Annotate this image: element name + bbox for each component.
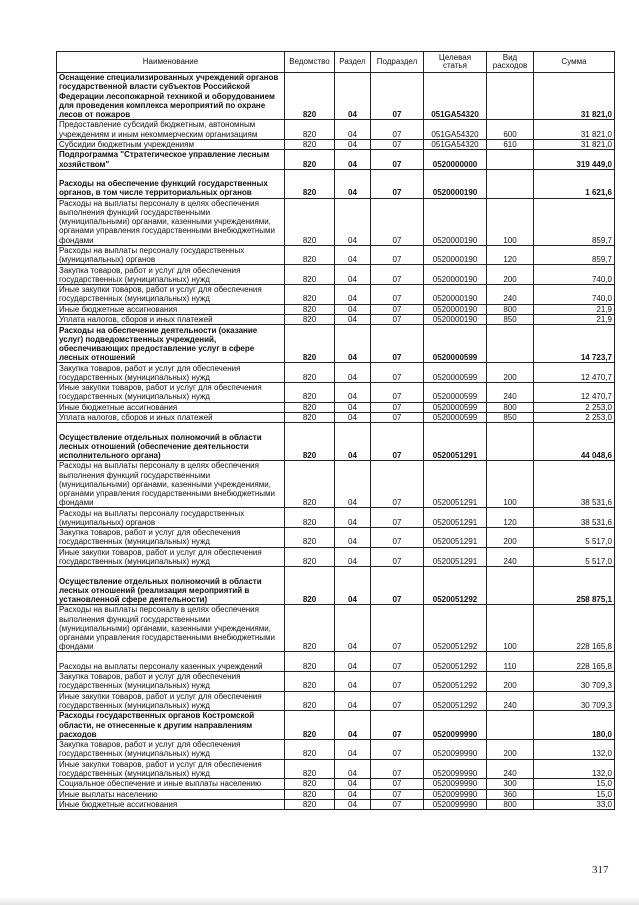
row-expense-type: 200: [487, 528, 534, 548]
row-target-article: 051GA54320: [424, 73, 487, 120]
table-row: [57, 547, 615, 567]
row-expense-type: 100: [487, 198, 534, 245]
header-podrazdel: Подраздел: [371, 52, 424, 73]
row-name: Иные бюджетные ассигнования: [57, 304, 285, 314]
row-name: Иные закупки товаров, работ и услуг для обеспечения государственных (муниципальных) нужд: [57, 691, 285, 711]
row-vedomstvo: 820: [285, 652, 335, 672]
table-header-row: [57, 52, 615, 73]
row-expense-type: 300: [487, 779, 534, 789]
row-name: Закупка товаров, работ и услуг для обеспечения государственных (муниципальных) нужд: [57, 265, 285, 285]
row-razdel: 04: [335, 304, 371, 314]
row-name: Закупка товаров, работ и услуг для обеспечения государственных (муниципальных) нужд: [57, 740, 285, 760]
row-vedomstvo: 820: [285, 740, 335, 760]
row-podrazdel: 07: [371, 508, 424, 528]
row-razdel: 04: [335, 169, 371, 198]
table-row: [57, 284, 615, 304]
row-podrazdel: 07: [371, 691, 424, 711]
row-sum: 38 531,6: [534, 508, 615, 528]
row-target-article: 0520099990: [424, 711, 487, 740]
row-name: Расходы на выплаты персоналу государственных (муниципальных) органов: [57, 245, 285, 265]
row-name: Осуществление отдельных полномочий в области лесных отношений (реализация мероприятий в установленной сфере деятельности): [57, 567, 285, 605]
row-expense-type: 100: [487, 605, 534, 652]
row-sum: 15,0: [534, 789, 615, 799]
page-number: 317: [592, 864, 609, 876]
row-target-article: 0520051292: [424, 652, 487, 672]
row-expense-type: 200: [487, 363, 534, 383]
table-row: [57, 314, 615, 324]
table-row: [57, 198, 615, 245]
row-name: Иные закупки товаров, работ и услуг для обеспечения государственных (муниципальных) нужд: [57, 547, 285, 567]
row-target-article: 0520051291: [424, 528, 487, 548]
row-name: Закупка товаров, работ и услуг для обеспечения государственных (муниципальных) нужд: [57, 528, 285, 548]
row-sum: 1 621,6: [534, 169, 615, 198]
row-razdel: 04: [335, 73, 371, 120]
row-sum: 258 875,1: [534, 567, 615, 605]
row-sum: 31 821,0: [534, 73, 615, 120]
row-podrazdel: 07: [371, 779, 424, 789]
row-sum: 740,0: [534, 265, 615, 285]
row-target-article: 0520000190: [424, 265, 487, 285]
table-row: [57, 150, 615, 170]
row-target-article: 051GA54320: [424, 120, 487, 140]
row-expense-type: 600: [487, 120, 534, 140]
row-name: Уплата налогов, сборов и иных платежей: [57, 314, 285, 324]
row-vedomstvo: 820: [285, 284, 335, 304]
row-sum: 2 253,0: [534, 402, 615, 412]
row-sum: 180,0: [534, 711, 615, 740]
row-sum: 740,0: [534, 284, 615, 304]
row-expense-type: 120: [487, 245, 534, 265]
row-vedomstvo: 820: [285, 73, 335, 120]
row-name: Иные закупки товаров, работ и услуг для обеспечения государственных (муниципальных) нужд: [57, 284, 285, 304]
row-vedomstvo: 820: [285, 198, 335, 245]
row-sum: 5 517,0: [534, 528, 615, 548]
row-expense-type: 850: [487, 314, 534, 324]
table-row: [57, 779, 615, 789]
budget-table: [56, 51, 615, 810]
row-razdel: 04: [335, 789, 371, 799]
row-vedomstvo: 820: [285, 779, 335, 789]
row-name: Иные бюджетные ассигнования: [57, 799, 285, 809]
row-name: Расходы на выплаты персоналу в целях обеспечения выполнения функций государственными (муниципальными) органами, казенными учреждениями, органами управления государственными внебюджетными фондами: [57, 461, 285, 508]
row-razdel: 04: [335, 120, 371, 140]
row-target-article: 0520051291: [424, 461, 487, 508]
row-razdel: 04: [335, 711, 371, 740]
header-target-article: Целевая статья: [424, 52, 487, 73]
row-sum: 30 709,3: [534, 691, 615, 711]
table-row: [57, 567, 615, 605]
row-target-article: 0520051292: [424, 672, 487, 692]
header-vedomstvo: Ведомство: [285, 52, 335, 73]
row-sum: 38 531,6: [534, 461, 615, 508]
row-vedomstvo: 820: [285, 759, 335, 779]
row-razdel: 04: [335, 363, 371, 383]
row-expense-type: 240: [487, 547, 534, 567]
table-row: [57, 120, 615, 140]
row-expense-type: [487, 169, 534, 198]
row-vedomstvo: 820: [285, 402, 335, 412]
row-name: Подпрограмма "Стратегическое управление лесным хозяйством": [57, 150, 285, 170]
row-expense-type: 850: [487, 412, 534, 422]
row-razdel: 04: [335, 547, 371, 567]
row-sum: 21,9: [534, 314, 615, 324]
budget-table-sheet: [56, 51, 614, 810]
row-vedomstvo: 820: [285, 304, 335, 314]
row-name: Оснащение специализированных учреждений органов государственной власти субъектов Российской Федерации лесопожарной техникой и оборудованием для проведения комплекса мероприятий по охране лесов от пожаров: [57, 73, 285, 120]
row-name: Осуществление отдельных полномочий в области лесных отношений (обеспечение деятельности исполнительного органа): [57, 423, 285, 461]
row-vedomstvo: 820: [285, 508, 335, 528]
row-sum: 15,0: [534, 779, 615, 789]
row-podrazdel: 07: [371, 652, 424, 672]
row-vedomstvo: 820: [285, 325, 335, 363]
row-razdel: 04: [335, 382, 371, 402]
row-name: Уплата налогов, сборов и иных платежей: [57, 412, 285, 422]
table-row: [57, 402, 615, 412]
row-target-article: 0520000599: [424, 412, 487, 422]
table-row: [57, 759, 615, 779]
row-razdel: 04: [335, 508, 371, 528]
table-row: [57, 691, 615, 711]
row-vedomstvo: 820: [285, 245, 335, 265]
row-vedomstvo: 820: [285, 412, 335, 422]
table-body: [57, 73, 615, 810]
table-row: [57, 605, 615, 652]
row-sum: 31 821,0: [534, 139, 615, 149]
row-expense-type: 120: [487, 508, 534, 528]
row-razdel: 04: [335, 652, 371, 672]
row-sum: 319 449,0: [534, 150, 615, 170]
row-target-article: 0520099990: [424, 759, 487, 779]
row-razdel: 04: [335, 265, 371, 285]
row-vedomstvo: 820: [285, 672, 335, 692]
row-vedomstvo: 820: [285, 314, 335, 324]
row-target-article: 0520000599: [424, 382, 487, 402]
row-podrazdel: 07: [371, 314, 424, 324]
row-podrazdel: 07: [371, 402, 424, 412]
row-vedomstvo: 820: [285, 547, 335, 567]
row-name: Иные закупки товаров, работ и услуг для обеспечения государственных (муниципальных) нужд: [57, 759, 285, 779]
row-target-article: 0520000190: [424, 304, 487, 314]
row-razdel: 04: [335, 139, 371, 149]
row-target-article: 0520000190: [424, 245, 487, 265]
table-row: [57, 652, 615, 672]
row-expense-type: [487, 567, 534, 605]
table-row: [57, 672, 615, 692]
row-name: Расходы на выплаты персоналу в целях обеспечения выполнения функций государственными (муниципальными) органами, казенными учреждениями, органами управления государственными внебюджетными фондами: [57, 605, 285, 652]
row-razdel: 04: [335, 402, 371, 412]
row-razdel: 04: [335, 461, 371, 508]
row-razdel: 04: [335, 245, 371, 265]
scan-bottom-edge: [0, 897, 639, 905]
row-expense-type: 200: [487, 672, 534, 692]
table-row: [57, 169, 615, 198]
row-podrazdel: 07: [371, 740, 424, 760]
row-vedomstvo: 820: [285, 691, 335, 711]
row-razdel: 04: [335, 198, 371, 245]
row-sum: 12 470,7: [534, 363, 615, 383]
row-razdel: 04: [335, 672, 371, 692]
row-name: Социальное обеспечение и иные выплаты населению: [57, 779, 285, 789]
row-name: Расходы на выплаты персоналу в целях обеспечения выполнения функций государственными (муниципальными) органами, казенными учреждениями, органами управления государственными внебюджетными фондами: [57, 198, 285, 245]
row-razdel: 04: [335, 284, 371, 304]
row-vedomstvo: 820: [285, 799, 335, 809]
row-name: Расходы на обеспечение деятельности (оказание услуг) подведомственных учреждений, обеспечивающих предоставление услуг в сфере лесных отношений: [57, 325, 285, 363]
row-podrazdel: 07: [371, 120, 424, 140]
row-podrazdel: 07: [371, 198, 424, 245]
table-row: [57, 363, 615, 383]
row-target-article: 0520099990: [424, 789, 487, 799]
row-name: Расходы на обеспечение функций государственных органов, в том числе территориальных органов: [57, 169, 285, 198]
row-expense-type: 240: [487, 691, 534, 711]
row-vedomstvo: 820: [285, 567, 335, 605]
row-name: Иные закупки товаров, работ и услуг для обеспечения государственных (муниципальных) нужд: [57, 382, 285, 402]
row-sum: 21,9: [534, 304, 615, 314]
row-vedomstvo: 820: [285, 605, 335, 652]
row-podrazdel: 07: [371, 169, 424, 198]
row-sum: 31 821,0: [534, 120, 615, 140]
row-podrazdel: 07: [371, 567, 424, 605]
row-sum: 2 253,0: [534, 412, 615, 422]
table-row: [57, 423, 615, 461]
row-expense-type: 240: [487, 759, 534, 779]
table-row: [57, 740, 615, 760]
row-sum: 859,7: [534, 245, 615, 265]
row-expense-type: [487, 711, 534, 740]
row-target-article: 0520000190: [424, 314, 487, 324]
row-podrazdel: 07: [371, 382, 424, 402]
row-podrazdel: 07: [371, 284, 424, 304]
row-target-article: 0520000190: [424, 169, 487, 198]
row-podrazdel: 07: [371, 528, 424, 548]
row-vedomstvo: 820: [285, 139, 335, 149]
row-vedomstvo: 820: [285, 265, 335, 285]
table-row: [57, 325, 615, 363]
row-podrazdel: 07: [371, 759, 424, 779]
table-row: [57, 139, 615, 149]
row-expense-type: [487, 150, 534, 170]
row-razdel: 04: [335, 150, 371, 170]
row-expense-type: [487, 423, 534, 461]
row-sum: 30 709,3: [534, 672, 615, 692]
row-target-article: 0520051292: [424, 605, 487, 652]
row-target-article: 0520099990: [424, 740, 487, 760]
table-row: [57, 382, 615, 402]
row-expense-type: 100: [487, 461, 534, 508]
row-vedomstvo: 820: [285, 461, 335, 508]
row-expense-type: 360: [487, 789, 534, 799]
row-target-article: 0520051291: [424, 547, 487, 567]
table-row: [57, 265, 615, 285]
row-podrazdel: 07: [371, 799, 424, 809]
header-sum: Сумма: [534, 52, 615, 73]
row-podrazdel: 07: [371, 150, 424, 170]
row-razdel: 04: [335, 799, 371, 809]
row-sum: 12 470,7: [534, 382, 615, 402]
row-name: Расходы на выплаты персоналу государственных (муниципальных) органов: [57, 508, 285, 528]
row-target-article: 0520000190: [424, 284, 487, 304]
row-razdel: 04: [335, 325, 371, 363]
row-podrazdel: 07: [371, 325, 424, 363]
header-razdel: Раздел: [335, 52, 371, 73]
row-sum: 33,0: [534, 799, 615, 809]
row-podrazdel: 07: [371, 304, 424, 314]
row-razdel: 04: [335, 691, 371, 711]
row-razdel: 04: [335, 423, 371, 461]
row-vedomstvo: 820: [285, 363, 335, 383]
row-target-article: 0520000190: [424, 198, 487, 245]
row-target-article: 0520000000: [424, 150, 487, 170]
table-row: [57, 73, 615, 120]
row-target-article: 0520000599: [424, 325, 487, 363]
row-podrazdel: 07: [371, 363, 424, 383]
row-target-article: 0520051291: [424, 508, 487, 528]
row-razdel: 04: [335, 740, 371, 760]
row-expense-type: 240: [487, 284, 534, 304]
table-row: [57, 528, 615, 548]
row-sum: 132,0: [534, 759, 615, 779]
table-row: [57, 461, 615, 508]
row-vedomstvo: 820: [285, 711, 335, 740]
row-vedomstvo: 820: [285, 423, 335, 461]
table-row: [57, 789, 615, 799]
row-razdel: 04: [335, 528, 371, 548]
header-expense-type: Вид расходов: [487, 52, 534, 73]
row-target-article: 0520000599: [424, 363, 487, 383]
row-expense-type: 200: [487, 265, 534, 285]
row-expense-type: 240: [487, 382, 534, 402]
row-name: Предоставление субсидий бюджетным, автономным учреждениям и иным некоммерческим организациям: [57, 120, 285, 140]
row-podrazdel: 07: [371, 547, 424, 567]
row-target-article: 0520051292: [424, 567, 487, 605]
row-expense-type: [487, 325, 534, 363]
row-expense-type: 110: [487, 652, 534, 672]
row-name: Расходы на выплаты персоналу казенных учреждений: [57, 652, 285, 672]
table-row: [57, 304, 615, 314]
row-expense-type: [487, 73, 534, 120]
row-sum: 5 517,0: [534, 547, 615, 567]
row-podrazdel: 07: [371, 412, 424, 422]
table-row: [57, 799, 615, 809]
row-target-article: 051GA54320: [424, 139, 487, 149]
row-name: Расходы государственных органов Костромской области, не отнесенные к другим направлениям расходов: [57, 711, 285, 740]
row-podrazdel: 07: [371, 605, 424, 652]
row-podrazdel: 07: [371, 672, 424, 692]
row-podrazdel: 07: [371, 789, 424, 799]
row-sum: 14 723,7: [534, 325, 615, 363]
table-row: [57, 245, 615, 265]
row-expense-type: 800: [487, 799, 534, 809]
row-podrazdel: 07: [371, 73, 424, 120]
row-vedomstvo: 820: [285, 382, 335, 402]
row-sum: 859,7: [534, 198, 615, 245]
row-razdel: 04: [335, 779, 371, 789]
row-razdel: 04: [335, 412, 371, 422]
table-row: [57, 711, 615, 740]
row-razdel: 04: [335, 314, 371, 324]
row-sum: 228 165,8: [534, 605, 615, 652]
row-expense-type: 800: [487, 402, 534, 412]
row-vedomstvo: 820: [285, 150, 335, 170]
row-podrazdel: 07: [371, 139, 424, 149]
row-name: Иные бюджетные ассигнования: [57, 402, 285, 412]
row-target-article: 0520051292: [424, 691, 487, 711]
row-vedomstvo: 820: [285, 169, 335, 198]
row-target-article: 0520099990: [424, 799, 487, 809]
row-razdel: 04: [335, 759, 371, 779]
row-expense-type: 610: [487, 139, 534, 149]
row-podrazdel: 07: [371, 711, 424, 740]
table-row: [57, 412, 615, 422]
row-razdel: 04: [335, 567, 371, 605]
row-name: Субсидии бюджетным учреждениям: [57, 139, 285, 149]
row-vedomstvo: 820: [285, 789, 335, 799]
row-name: Закупка товаров, работ и услуг для обеспечения государственных (муниципальных) нужд: [57, 363, 285, 383]
header-name: Наименование: [57, 52, 285, 73]
table-row: [57, 508, 615, 528]
row-razdel: 04: [335, 605, 371, 652]
row-sum: 44 048,6: [534, 423, 615, 461]
row-target-article: 0520099990: [424, 779, 487, 789]
row-vedomstvo: 820: [285, 120, 335, 140]
row-podrazdel: 07: [371, 245, 424, 265]
row-vedomstvo: 820: [285, 528, 335, 548]
row-target-article: 0520051291: [424, 423, 487, 461]
row-sum: 132,0: [534, 740, 615, 760]
row-target-article: 0520000599: [424, 402, 487, 412]
row-expense-type: 800: [487, 304, 534, 314]
row-expense-type: 200: [487, 740, 534, 760]
row-podrazdel: 07: [371, 461, 424, 508]
row-podrazdel: 07: [371, 423, 424, 461]
row-name: Закупка товаров, работ и услуг для обеспечения государственных (муниципальных) нужд: [57, 672, 285, 692]
row-sum: 228 165,8: [534, 652, 615, 672]
row-name: Иные выплаты населению: [57, 789, 285, 799]
row-podrazdel: 07: [371, 265, 424, 285]
